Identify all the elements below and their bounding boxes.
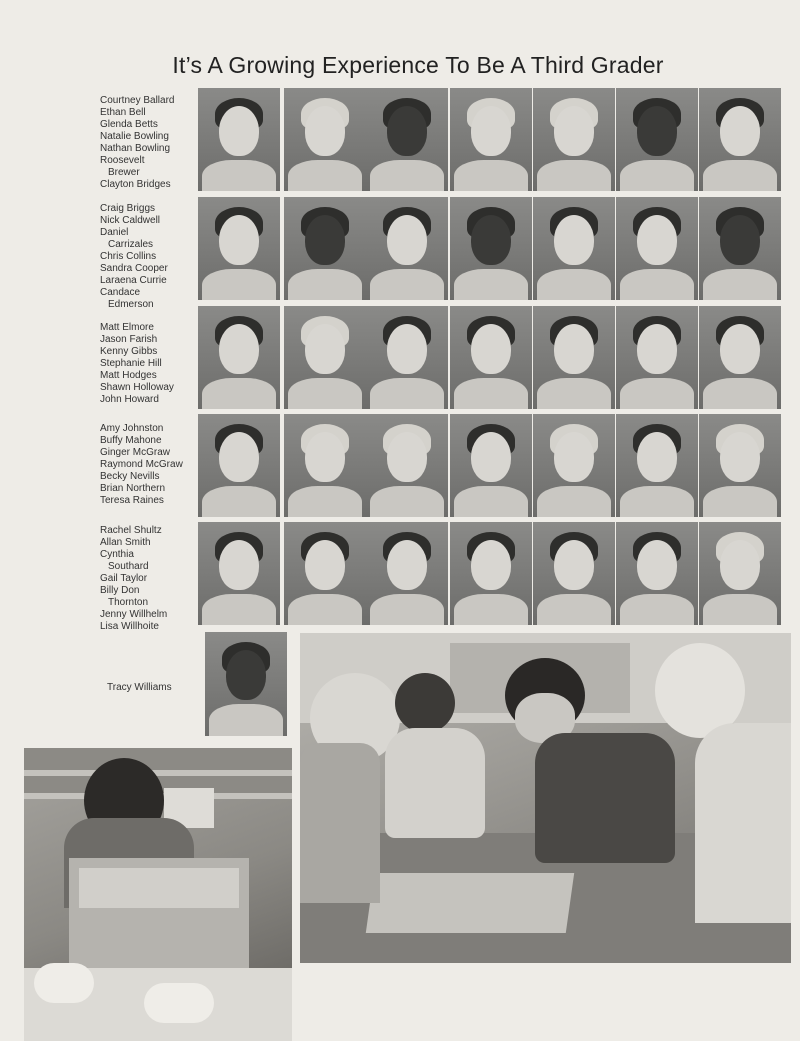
student-name: Cynthia (100, 549, 134, 560)
student-name: Lisa Willhoite (100, 621, 159, 632)
student-portrait (284, 522, 366, 625)
student-name: Southard (108, 561, 149, 572)
student-name: Laraena Currie (100, 275, 167, 286)
student-name: Tracy Williams (107, 682, 172, 693)
student-name: Stephanie Hill (100, 358, 162, 369)
student-portrait (699, 197, 781, 300)
student-portrait (533, 306, 615, 409)
student-portrait (366, 414, 448, 517)
student-name: Shawn Holloway (100, 382, 174, 393)
student-name: Edmerson (108, 299, 154, 310)
student-name: Ginger McGraw (100, 447, 171, 458)
student-portrait (616, 88, 698, 191)
student-portrait (284, 414, 366, 517)
student-name: Brewer (108, 167, 140, 178)
student-name: Teresa Raines (100, 495, 164, 506)
student-portrait (198, 306, 280, 409)
student-name: Brian Northern (100, 483, 166, 494)
name-list-row-6 (107, 682, 207, 694)
name-list-row-3 (100, 322, 200, 406)
student-portrait (284, 88, 366, 191)
student-name: Amy Johnston (100, 423, 164, 434)
student-name: Raymond McGraw (100, 459, 183, 470)
student-name: Rachel Shultz (100, 525, 162, 536)
student-name: Craig Briggs (100, 203, 156, 214)
student-name: Ethan Bell (100, 107, 146, 118)
student-name: Carrizales (108, 239, 154, 250)
student-portrait (616, 197, 698, 300)
student-name: Roosevelt (100, 155, 145, 166)
student-name: Allan Smith (100, 537, 151, 548)
student-portrait (366, 197, 448, 300)
student-name: Nick Caldwell (100, 215, 161, 226)
student-name: Gail Taylor (100, 573, 148, 584)
student-name: Thornton (108, 597, 149, 608)
student-name: Glenda Betts (100, 119, 158, 130)
student-name: Candace (100, 287, 141, 298)
student-name: Buffy Mahone (100, 435, 162, 446)
page-title: It’s A Growing Experience To Be A Third Grader (172, 52, 664, 78)
listening-center-photo (24, 748, 292, 1041)
student-portrait (198, 197, 280, 300)
name-list-row-4 (100, 423, 200, 507)
student-name: Becky Nevills (100, 471, 160, 482)
student-portrait (284, 306, 366, 409)
student-portrait (366, 306, 448, 409)
student-name: Jason Farish (100, 334, 158, 345)
student-portrait (366, 522, 448, 625)
student-name: Sandra Cooper (100, 263, 168, 274)
student-portrait (284, 197, 366, 300)
student-name: Matt Elmore (100, 322, 154, 333)
student-portrait (616, 306, 698, 409)
student-name: Kenny Gibbs (100, 346, 158, 357)
student-portrait (699, 88, 781, 191)
student-name: Nathan Bowling (100, 143, 171, 154)
student-name: Daniel (100, 227, 129, 238)
student-name: Clayton Bridges (100, 179, 171, 190)
student-portrait (533, 522, 615, 625)
student-portrait (533, 414, 615, 517)
student-portrait (450, 88, 532, 191)
student-portrait (198, 88, 280, 191)
student-name: Chris Collins (100, 251, 157, 262)
student-portrait (450, 414, 532, 517)
student-portrait (699, 306, 781, 409)
student-portrait (450, 522, 532, 625)
student-portrait (366, 88, 448, 191)
student-portrait (699, 414, 781, 517)
student-portrait (198, 414, 280, 517)
name-list-row-2 (100, 203, 200, 311)
name-list-row-1 (100, 95, 200, 191)
student-name: Jenny Willhelm (100, 609, 168, 620)
student-name: John Howard (100, 394, 159, 405)
student-portrait (616, 414, 698, 517)
student-name: Matt Hodges (100, 370, 157, 381)
student-portrait (198, 522, 280, 625)
student-name: Courtney Ballard (100, 95, 175, 106)
name-list-row-5 (100, 525, 200, 633)
classroom-floor-game-photo (300, 633, 791, 963)
student-portrait (533, 88, 615, 191)
student-name: Billy Don (100, 585, 140, 596)
student-portrait (699, 522, 781, 625)
student-name: Natalie Bowling (100, 131, 169, 142)
student-portrait (616, 522, 698, 625)
student-portrait (450, 197, 532, 300)
student-portrait (450, 306, 532, 409)
student-portrait (533, 197, 615, 300)
student-portrait (205, 632, 287, 736)
